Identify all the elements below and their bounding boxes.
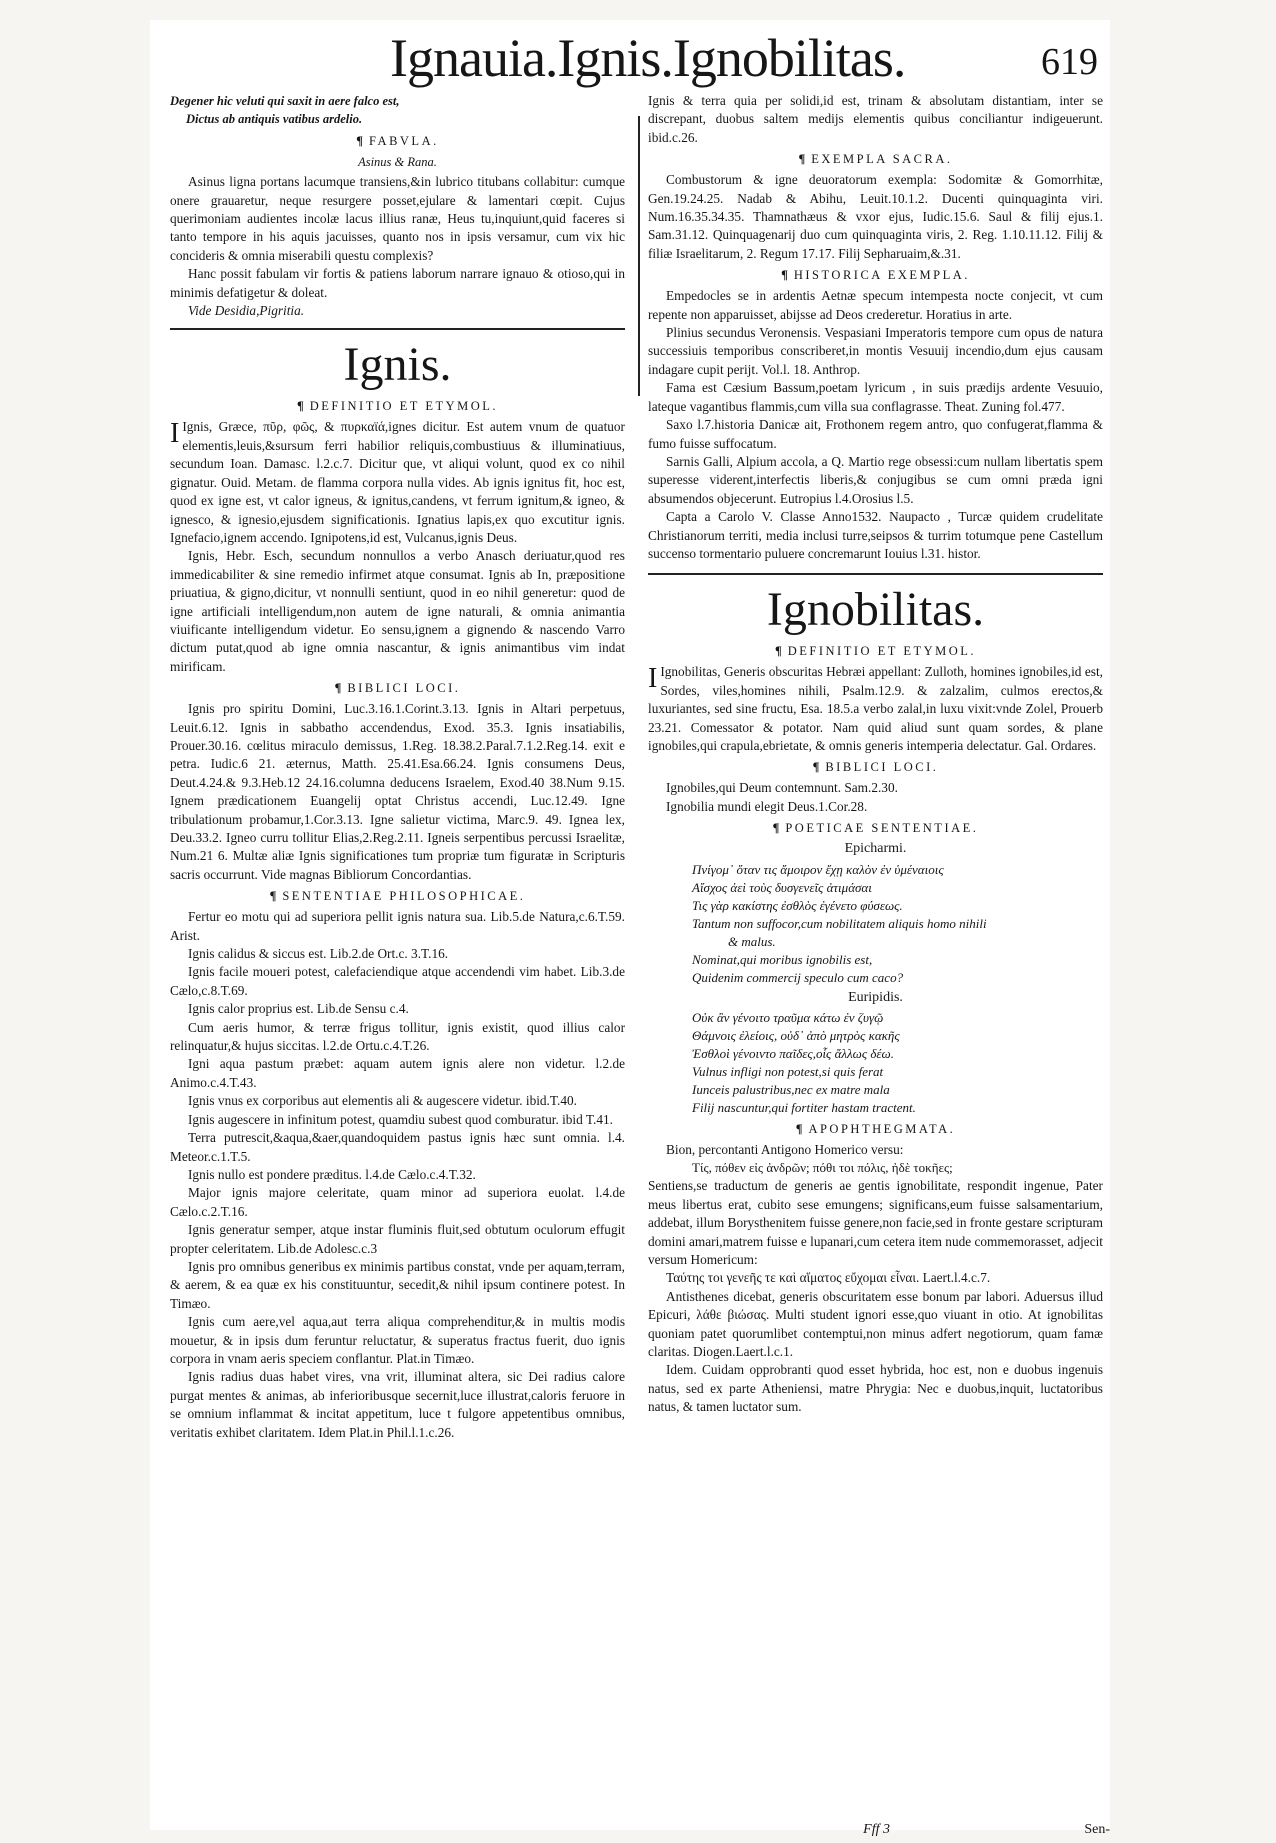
section-heading: ¶ DEFINITIO ET ETYMOL. <box>296 399 499 414</box>
apophthegm-text: Antisthenes dicebat, generis obscuritatem esse bonum par labori. Aduersus illud Epicuri, λάθε βιώσας. Multi student ignori esse,quo viuant in otio. At ignobilitas quoniam patet quorumlibet contemptui,non minus adfert negotiorum, quam famæ claritas. Diogen.Laert.l.c.1. <box>648 1288 1103 1360</box>
philosophical-item: Ignis radius duas habet vires, vna vrit, illuminat altera, sic Dei radius calore purgat mentes & animas, ab inferioribusque secernit,luce illustrat,caloris feruore in se omnium inflammat & incitat appetitum, luce t fulgore appetentibus omnibus, veritatis exhibet claritatem. Idem Plat.in Phil.l.1.c.26. <box>170 1369 625 1440</box>
philosophical-item: Ignis calor proprius est. Lib.de Sensu c.4. <box>188 1001 409 1017</box>
apophthegm-intro: Bion, percontanti Antigono Homerico versu: <box>666 1142 904 1157</box>
historical-example: Fama est Cæsium Bassum,poetam lyricum , in suis prædijs ardente Vesuuio, lateque vagantibus flammis,cum villa sua conflagrasse. Theat. Zuning fol.477. <box>648 380 1103 414</box>
verse-line: Ἐσθλοὶ γένοιντο παῖδες,οἷς ἄλλως δέω. <box>692 1046 894 1061</box>
philosophical-item: Fertur eo motu qui ad superiora pellit ignis natura sua. Lib.5.de Natura,c.6.T.59. Arist. <box>170 909 625 943</box>
paragraph-mark-icon: ¶ <box>798 152 806 167</box>
philosophical-item: Ignis facile moueri potest, calefaciendique atque accendendi vim habet. Lib.3.de Cælo,c.8.T.69. <box>170 964 625 998</box>
historical-example: Saxo l.7.historia Danicæ ait, Frothonem regem antro, quo confugerat,flamma & fumo fuisse suffocatum. <box>648 417 1103 451</box>
section-heading: ¶ APOPHTHEGMATA. <box>795 1122 956 1136</box>
section-heading: ¶ FABVLA. <box>356 133 439 148</box>
column-divider <box>638 116 640 396</box>
verse-line: Quidenim commercij speculo cum caco? <box>692 969 904 985</box>
left-column <box>170 92 625 1442</box>
paragraph-mark-icon: ¶ <box>774 644 782 659</box>
philosophical-item: Cum aeris humor, & terræ frigus tollitur, ignis existit, quod illius calor relinquatur,& hujus siccitas. l.2.de Ortu.c.4.T.26. <box>170 1019 625 1054</box>
paragraph-mark-icon: ¶ <box>296 399 304 414</box>
verse-line: & malus. <box>728 933 776 949</box>
philosophical-item: Ignis nullo est pondere præditus. l.4.de Cælo.c.4.T.32. <box>188 1166 476 1182</box>
etymology-text: Ignis, Hebr. Esch, secundum nonnullos a verbo Anasch deriuatur,quod res immedicabiliter & sine remedio infirmet atque consumat. Ignis ab In, præpositione priuatiua, & gigno,dicitur, vt nonnulli sentiunt, quod in eo nihil generetur: quod de igne artificiali intelligendum,non autem de igne naturali, & omnia animantia viuificante intelligendum videtur. Eo sensu,ignem a gignendo & nascendo Varro dictum putat,quod ab igne omnia nascantur, & ignis animantibus vim indat mirificam. <box>170 548 625 674</box>
philosophical-item: Major ignis majore celeritate, quam minor ad superiora euolat. l.4.de Cælo.c.2.T.16. <box>170 1185 625 1219</box>
page-number: 619 <box>1041 41 1098 83</box>
historical-example: Empedocles se in ardentis Aetnæ specum intempesta nocte conjecit, vt cum repente non apparuisset, abijsse ad Deos crederetur. Horatius in arte. <box>648 288 1103 322</box>
section-heading: ¶ POETICAE SENTENTIAE. <box>772 821 979 836</box>
philosophical-item: Igni aqua pastum præbet: aquam autem ignis alere non videtur. l.2.de Animo.c.4.T.43. <box>170 1056 625 1090</box>
greek-quote: Ταύτης τοι γενεῆς τε καὶ αἵματος εὔχομαι εἶναι. Laert.l.4.c.7. <box>666 1270 991 1286</box>
fable-text: Asinus ligna portans lacumque transiens,&in lubrico titubans collabitur: cumque onere grauaretur, neque resurgere posset,ejulare & lamentari cœpit. Cujus querimoniam audientes incolæ lacus illius ranæ, Heus tu,inquiunt,quid faceres si tanto tempore in his aquis jacuisses, quanto nos in ipsis versamur, cum vix hic concideris & omnia miserabili questu complexis? <box>170 174 625 263</box>
greek-quote: Τίς, πόθεν εἰς ἀνδρῶν; πόθι τοι πόλις, ἠδὲ τοκῆες; <box>692 1160 953 1176</box>
section-rule <box>648 573 1103 575</box>
catchword: Sen- <box>1084 1822 1110 1837</box>
section-heading: ¶ EXEMPLA SACRA. <box>798 152 953 167</box>
intro-text: Ignis & terra quia per solidi,id est, trinam & absolutam distantiam, inter se discrepant, duobus saltem medijs elementis quibus conciliantur indigeuerunt. ibid.c.26. <box>648 93 1103 145</box>
philosophical-item: Ignis pro omnibus generibus ex minimis partibus constat, vnde per aquam,terram, & aerem, & ea quæ ex his constituuntur, secedit,& nihil ipsum continere potest. In Timæo. <box>170 1258 625 1311</box>
philosophical-item: Ignis vnus ex corporibus aut elementis ali & augescere videtur. ibid.T.40. <box>188 1093 577 1109</box>
verse-line: Αἴσχος ἀεὶ τοὺς δυσγενεῖς ἀτιμάσαι <box>692 879 872 895</box>
paragraph-mark-icon: ¶ <box>812 760 820 775</box>
fable-moral: Hanc possit fabulam vir fortis & patiens laborum narrare ignauo & otioso,qui in minimis defatigetur & doleat. <box>170 266 625 300</box>
section-heading: ¶ BIBLICI LOCI. <box>334 681 461 696</box>
fable-title: Asinus & Rana. <box>358 154 437 169</box>
poet-name: Euripidis. <box>848 989 903 1005</box>
verse-line: Θάμνοις ἐλείοις, οὐδ᾽ ἀπὸ μητρὸς κακῆς <box>692 1028 900 1043</box>
entry-title-ignis: Ignis. <box>343 338 452 392</box>
definition-text: I Ignis, Græce, πῦρ, φῶς, & πυρκαϊά,ignes dicitur. Est autem vnum de quatuor elementis,leuis,&sursum ferri habilior reliquis,combustiuus & illuminatiuus, secundum Ioan. Damasc. l.2.c.7. Dicitur que, vt aliqui volunt, quod ex co nihil gignatur. Ouid. Metam. de flamma corpora nulla vides. Ab ignis ignitus fit, hoc est, quod ex igne est, vt calor igneus, & ignitus,candens, vt ferrum ignitum,& igneo, & ignesco, & ignesio,ejusdem significationis. Ignatius lapis,ex quo excutitur ignis. Ignefacio,ignem accendo. Ignipotens,id est, Vulcanus,ignis Deus. <box>170 418 625 545</box>
historical-example: Capta a Carolo V. Classe Anno1532. Naupacto , Turcæ quidem crudelitate Christianorum territi, media inclusi turre,seipsos & turrim totumque pene Castellum succenso tormentario puluere concremarunt Iouius l.31. histor. <box>648 509 1103 561</box>
section-rule <box>170 328 625 330</box>
sacred-examples-text: Combustorum & igne deuoratorum exempla: Sodomitæ & Gomorrhitæ, Gen.19.24.25. Nadab & Abihu, Leuit.10.1.2. Ducenti quinquaginta viri. Num.16.35.34.35. Thamnathæus & vxor ejus, Iudic.15.6. Saul & filij ejus.1. Sam.31.12. Quinquagenarij duo cum quinquaginta viris, 2. Reg. 1.10.11.12. Filij & filiæ Israelitarum, 2. Regum 17.17. Filij Sepharuaim,&.31. <box>648 172 1103 261</box>
verse-line: Nominat,qui moribus ignobilis est, <box>692 951 873 967</box>
verse-line: Τις γὰρ κακίστης ἐσθλὸς ἐγένετο φύσεως. <box>692 897 903 913</box>
poet-name: Epicharmi. <box>844 841 907 857</box>
verse-line: Dictus ab antiquis vatibus ardelio. <box>186 112 363 127</box>
verse-line: Πνίγομ᾽ ὅταν τις ἄμοιρον ἔχῃ καλὸν ἐν ὑμέναιοις <box>692 861 944 877</box>
historical-example: Sarnis Galli, Alpium accola, a Q. Martio rege obsessi:cum nullam libertatis spem superesse viderent,interfectis liberis,& conjugibus se cum omni præda igni absumendos objecerunt. Eutropius l.4.Orosius l.5. <box>648 453 1103 506</box>
page <box>150 20 1110 1837</box>
paragraph-mark-icon: ¶ <box>269 889 277 904</box>
page-title: Ignauia.Ignis.Ignobilitas. <box>390 28 906 88</box>
paragraph-mark-icon: ¶ <box>356 133 364 148</box>
philosophical-item: Ignis generatur semper, atque instar fluminis fluit,sed obtutum oculorum effugit propter celeritatem. Lib.de Adolesc.c.3 <box>170 1222 625 1256</box>
paragraph-mark-icon: ¶ <box>334 681 342 696</box>
see-also: Vide Desidia,Pigritia. <box>188 303 305 319</box>
verse-line: Vulnus infligi non potest,si quis ferat <box>692 1064 884 1079</box>
entry-title-ignobilitas: Ignobilitas. <box>766 583 985 637</box>
verse-line: Tantum non suffocor,cum nobilitatem aliquis homo nihili <box>692 915 987 931</box>
signature-mark: Fff 3 <box>863 1822 890 1837</box>
right-column <box>648 92 1103 1417</box>
apophthegm-text: Idem. Cuidam opprobranti quod esset hybrida, hoc est, non e duobus ingenuis natus, sed ex parte Atheniensi, matre Phrygia: Nec e duobus,inquit, luctatoribus natus, & tamen luctator sum. <box>648 1362 1103 1415</box>
section-heading: ¶ SENTENTIAE PHILOSOPHICAE. <box>269 889 526 904</box>
biblical-item: Ignobiles,qui Deum contemnunt. Sam.2.30. <box>666 780 898 796</box>
verse-line: Οὐκ ἂν γένοιτο τραῦμα κάτω ἐν ζυγῷ <box>692 1010 884 1025</box>
paragraph-mark-icon: ¶ <box>772 821 780 836</box>
definition-text: I Ignobilitas, Generis obscuritas Hebræi appellant: Zulloth, homines ignobiles,id est, Sordes, viles,homines nihili, Psalm.12.9. & zalzalim, culmos erectos,& luxuriantes, sed sine fructu, Esa. 18.5.a verbo zalal,in luxu vixit:vnde Zolel, Prouerb 23.21. Comessator & potator. Nam quid aliud sunt quam sordes, & plane ignobiles,qui crapula,ebrietate, & omnis generis intemperia delectatur. Gal. Ordares. <box>648 663 1103 753</box>
philosophical-item: Ignis cum aere,vel aqua,aut terra aliqua comprehenditur,& in multis modis mouetur, & in ipsis dum feruntur reluctatur, & superatus fractus fuerit, duo ignis corpora in vnam aeris speciem conflantur. Plat.in Timæo. <box>170 1314 625 1366</box>
historical-example: Plinius secundus Veronensis. Vespasiani Imperatoris tempore cum opus de natura successiuis temporibus conscriberet,in montis Vesuuij incendio,dum ejus causam indagare cupit perijt. Vol.l. 18. Anthrop. <box>648 325 1103 377</box>
drop-cap: I <box>170 418 180 450</box>
paragraph-mark-icon: ¶ <box>781 268 788 283</box>
paragraph-mark-icon: ¶ <box>795 1122 803 1136</box>
philosophical-item: Ignis calidus & siccus est. Lib.2.de Ort.c. 3.T.16. <box>188 946 449 962</box>
verse-line: Iunceis palustribus,nec ex matre mala <box>692 1082 890 1097</box>
apophthegm-text: Sentiens,se traductum de generis ae gentis ignobilitate, respondit ingenue, Pater meus libertus erat, cubito sese emungens; significans,eum fuisse salsamentarium, addebat, illum Borysthenitem fuisse genere,non facie,sed in fronte gestare scripturam domini amari,matrem fuisse e lupanari,cum cetera item nude commemorasset, adjecit versum Homericum: <box>648 1178 1103 1268</box>
section-heading: ¶ BIBLICI LOCI. <box>812 760 939 775</box>
philosophical-item: Terra putrescit,&aqua,&aer,quandoquidem pastus ignis hæc sunt omnia. l.4. Meteor.c.1.T.5. <box>170 1130 625 1164</box>
philosophical-item: Ignis augescere in infinitum potest, quamdiu subest quod comburatur. ibid T.41. <box>188 1111 613 1127</box>
section-heading: ¶ HISTORICA EXEMPLA. <box>781 268 970 283</box>
drop-cap: I <box>648 663 658 695</box>
biblical-item: Ignobilia mundi elegit Deus.1.Cor.28. <box>666 798 868 814</box>
section-heading: ¶ DEFINITIO ET ETYMOL. <box>774 644 977 659</box>
verse-line: Degener hic veluti qui saxit in aere falco est, <box>170 94 400 108</box>
running-head <box>150 20 1110 90</box>
verse-line: Filij nascuntur,qui fortiter hastam tractent. <box>692 1100 916 1115</box>
biblical-text: Ignis pro spiritu Domini, Luc.3.16.1.Corint.3.13. Ignis in Altari perpetuus, Leuit.6.12. Ignis in sabbatho accendendus, Exod. 35.3. Ignis insatiabilis, Prouer.30.16. cœlitus miraculo demissus, 1.Reg. 18.38.2.Paral.7.1.2.Reg.14. exit e petra. Iudic.6 21. æternus, Matth. 25.41.Esa.66.24. Ignis consumens Deus, Deut.4.24.& 9.3.Heb.12 24.16.columna deducens Israelem, Exod.40 38.Num 9.15. Ignem prædicationem Euangelij optat Christus accendi, Luc.12.49. Igne tribulationum probamur,1.Cor.3.13. Igne salietur victima, Marc.9. 49. Ignea lex, Deu.33.2. Igneo curru tollitur Elias,2.Reg.2.11. Igneis serpentibus percussi Israelitæ, Num.21 6. Multæ aliæ Ignis significationes tum propriæ tum figuratæ in Scripturis sacris occurrunt. Vide magnas Bibliorum Concordantias. <box>170 701 625 882</box>
